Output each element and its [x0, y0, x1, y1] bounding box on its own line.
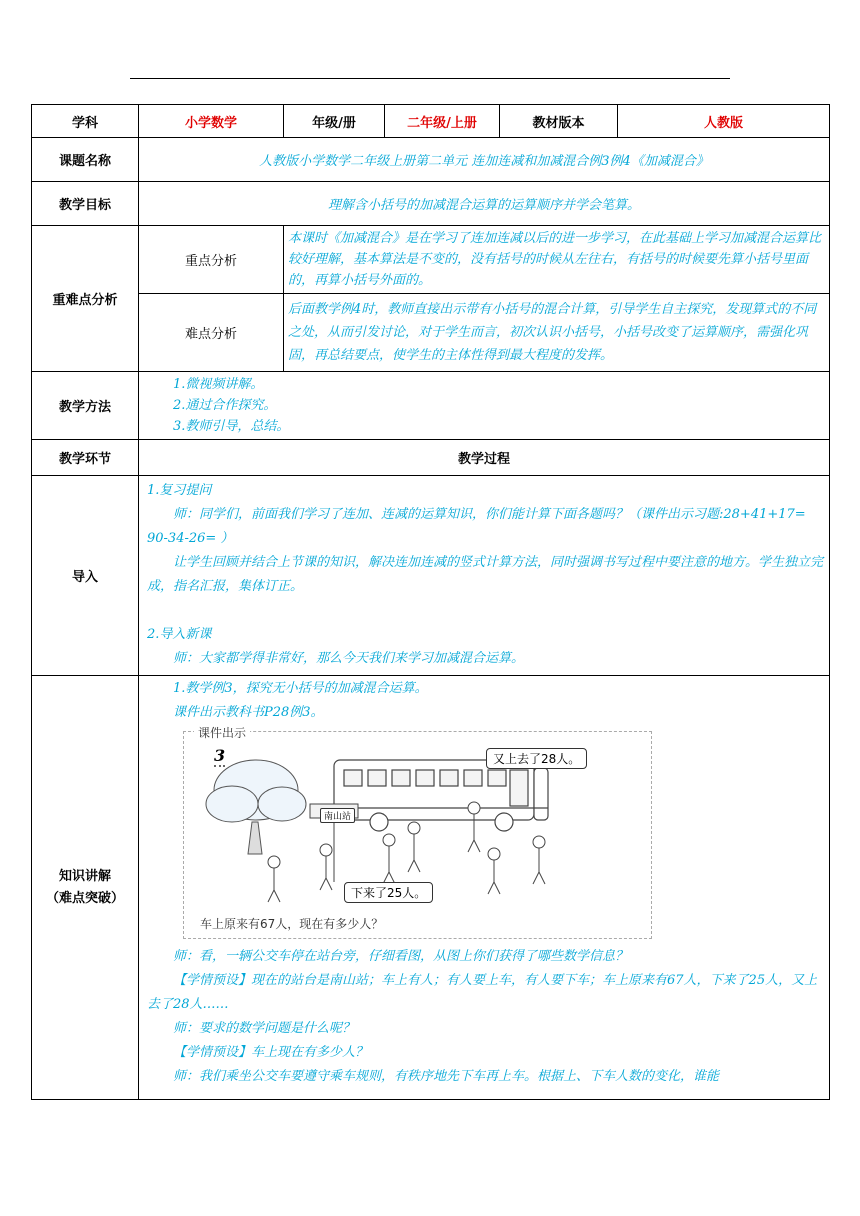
grade-value: 二年级/上册	[385, 105, 500, 138]
intro-heading-review: 1.复习提问	[147, 483, 212, 498]
topic-label: 课题名称	[32, 138, 139, 182]
knowledge-paragraph: 师：我们乘坐公交车要遵守乘车规则，有秩序地先下车再上车。根据上、下车人数的变化，谁能	[173, 1069, 720, 1084]
analysis-label: 重难点分析	[32, 226, 139, 372]
bus-illustration	[334, 760, 548, 831]
goal-value: 理解含小括号的加减混合运算的运算顺序并学会笔算。	[139, 182, 830, 226]
speech-bubble-top: 又上去了28人。	[486, 748, 587, 769]
key-analysis-label: 重点分析	[139, 226, 284, 294]
lesson-plan-table	[31, 104, 830, 1100]
preset-text: 车上现在有多少人？	[251, 1045, 369, 1060]
method-item: 3.教师引导，总结。	[173, 419, 290, 434]
difficulty-analysis-row	[32, 294, 830, 372]
preset-text: 现在的站台是南山站；车上有人；有人要上车，有人要下车；车上原来有67人，下来了25人，又上去了28人……	[147, 973, 818, 1012]
knowledge-line: 课件出示教科书P28例3。	[173, 705, 324, 720]
courseware-figure	[183, 726, 652, 939]
intro-label: 导入	[32, 476, 139, 676]
key-analysis-row	[32, 226, 830, 294]
subject-value: 小学数学	[139, 105, 284, 138]
method-item: 1.微视频讲解。	[173, 377, 264, 392]
knowledge-paragraph	[147, 969, 823, 1017]
topic-row	[32, 138, 830, 182]
knowledge-paragraph	[147, 1041, 823, 1065]
knowledge-sublabel: （难点突破）	[45, 890, 124, 906]
key-analysis-text: 本课时《加减混合》是在学习了连加连减以后的进一步学习，在此基础上学习加减混合运算比较好理解，基本算法是不变的，没有括号的时候从左往右，有括号的时候要先算小括号里面的，再算小括号外面的。	[288, 231, 822, 288]
method-row	[32, 372, 830, 440]
example-number: 3	[214, 746, 226, 765]
difficulty-analysis-label: 难点分析	[139, 294, 284, 372]
speech-bubble-bottom: 下来了25人。	[344, 882, 433, 903]
goal-row	[32, 182, 830, 226]
edition-value: 人教版	[618, 105, 830, 138]
courseware-tag: 课件出示	[194, 724, 250, 741]
knowledge-label: 知识讲解	[58, 868, 111, 884]
header-row	[32, 105, 830, 138]
stage-label: 教学环节	[32, 440, 139, 476]
knowledge-line: 1.教学例3，探究无小括号的加减混合运算。	[173, 681, 428, 696]
blank-line	[147, 599, 823, 623]
edition-label: 教材版本	[500, 105, 618, 138]
intro-paragraph: 师：大家都学得非常好，那么今天我们来学习加减混合运算。	[173, 651, 525, 666]
goal-label: 教学目标	[32, 182, 139, 226]
preset-mark: 【学情预设】	[173, 1045, 252, 1060]
intro-paragraph: 让学生回顾并结合上节课的知识，解决连加连减的竖式计算方法，同时强调书写过程中要注意的地方。学生独立完成，指名汇报，集体订正。	[147, 555, 824, 594]
preset-mark: 【学情预设】	[173, 973, 252, 988]
tree-illustration	[206, 760, 306, 854]
intro-heading-new: 2.导入新课	[147, 627, 212, 642]
header-rule	[130, 78, 730, 79]
stage-row	[32, 440, 830, 476]
figure-caption: 车上原来有67人，现在有多少人？	[200, 917, 384, 931]
process-heading: 教学过程	[139, 440, 830, 476]
method-label: 教学方法	[32, 372, 139, 440]
intro-row	[32, 476, 830, 676]
grade-label: 年级/册	[284, 105, 385, 138]
knowledge-paragraph: 师：看，一辆公交车停在站台旁，仔细看图，从图上你们获得了哪些数学信息？	[173, 949, 629, 964]
knowledge-paragraph: 师：要求的数学问题是什么呢？	[173, 1021, 356, 1036]
topic-value: 人教版小学数学二年级上册第二单元 连加连减和加减混合例3例4《加减混合》	[139, 138, 830, 182]
subject-label: 学科	[32, 105, 139, 138]
difficulty-analysis-text: 后面教学例4时，教师直接出示带有小括号的混合计算，引导学生自主探究，发现算式的不同之处，从而引发讨论，对于学生而言，初次认识小括号，小括号改变了运算顺序，需强化巩固，再总结要点，使学生的主体性得到最大程度的发挥。	[288, 302, 817, 363]
stop-sign-label: 南山站	[320, 808, 355, 823]
intro-paragraph: 师：同学们，前面我们学习了连加、连减的运算知识，你们能计算下面各题吗？（课件出示习题:28+41+17= 90-34-26= ）	[147, 507, 806, 546]
knowledge-row	[32, 676, 830, 1100]
method-item: 2.通过合作探究。	[173, 398, 277, 413]
